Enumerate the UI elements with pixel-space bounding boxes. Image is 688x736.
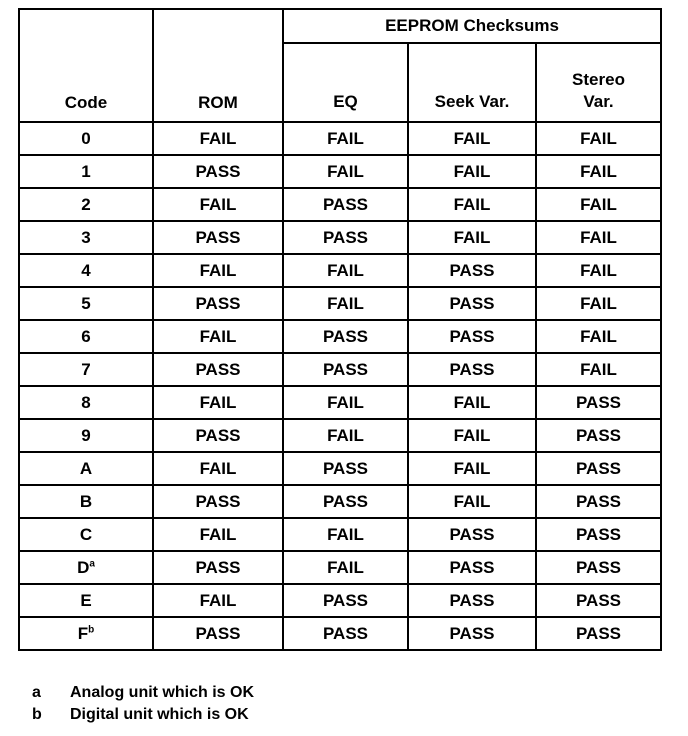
code-value: 4 (81, 260, 91, 280)
code-value: B (79, 491, 93, 511)
cell-seek-status: PASS (408, 320, 536, 353)
cell-code (19, 320, 153, 353)
table-row (19, 485, 661, 518)
table-body (19, 122, 661, 650)
cell-rom-status: FAIL (153, 320, 283, 353)
group-header-eeprom-checksums: EEPROM Checksums (283, 9, 661, 43)
footnote-key: a (32, 684, 41, 701)
cell-code (19, 155, 153, 188)
cell-stereo-status: FAIL (536, 320, 661, 353)
checksum-table-container (18, 8, 660, 651)
cell-code (19, 254, 153, 287)
cell-eq-status: PASS (283, 452, 408, 485)
cell-rom-status: PASS (153, 485, 283, 518)
cell-code (19, 551, 153, 584)
code-value: 1 (81, 161, 91, 181)
cell-rom-status: FAIL (153, 122, 283, 155)
cell-eq-status: FAIL (283, 287, 408, 320)
table-row (19, 518, 661, 551)
cell-seek-status: PASS (408, 551, 536, 584)
cell-rom-status: PASS (153, 155, 283, 188)
table-row (19, 254, 661, 287)
cell-code (19, 485, 153, 518)
cell-stereo-status: PASS (536, 419, 661, 452)
cell-seek-status: FAIL (408, 122, 536, 155)
cell-rom-status: FAIL (153, 584, 283, 617)
cell-stereo-status: PASS (536, 584, 661, 617)
code-value: 3 (81, 227, 91, 247)
cell-seek-status: FAIL (408, 188, 536, 221)
cell-stereo-status: FAIL (536, 254, 661, 287)
cell-seek-status: PASS (408, 617, 536, 650)
cell-eq-status: FAIL (283, 419, 408, 452)
cell-rom-status: PASS (153, 287, 283, 320)
code-value: D (77, 557, 90, 577)
cell-eq-status: FAIL (283, 254, 408, 287)
cell-stereo-status: FAIL (536, 353, 661, 386)
table-row (19, 287, 661, 320)
cell-code (19, 221, 153, 254)
cell-rom-status: PASS (153, 221, 283, 254)
footnote-text: Analog unit which is OK (70, 684, 254, 701)
footnote-a (32, 682, 254, 704)
footnotes (32, 682, 254, 726)
table-row (19, 122, 661, 155)
cell-seek-status: FAIL (408, 452, 536, 485)
cell-seek-status: FAIL (408, 221, 536, 254)
cell-eq-status: FAIL (283, 122, 408, 155)
cell-stereo-status: PASS (536, 386, 661, 419)
cell-rom-status: FAIL (153, 518, 283, 551)
code-value: E (80, 590, 92, 610)
column-header-stereo-line2: Var. (583, 92, 614, 111)
cell-seek-status: FAIL (408, 155, 536, 188)
table-row (19, 221, 661, 254)
table-row (19, 188, 661, 221)
column-header-rom: ROM (153, 9, 283, 122)
footnote-text: Digital unit which is OK (70, 706, 249, 723)
cell-code (19, 188, 153, 221)
cell-seek-status: FAIL (408, 386, 536, 419)
cell-stereo-status: FAIL (536, 287, 661, 320)
cell-rom-status: PASS (153, 617, 283, 650)
cell-code (19, 386, 153, 419)
code-value: 2 (81, 194, 91, 214)
cell-seek-status: PASS (408, 287, 536, 320)
cell-eq-status: PASS (283, 353, 408, 386)
cell-eq-status: PASS (283, 584, 408, 617)
cell-eq-status: PASS (283, 617, 408, 650)
code-value: C (79, 524, 93, 544)
table-row (19, 452, 661, 485)
column-header-stereo-line1: Stereo (572, 70, 625, 89)
footnote-marker: a (89, 557, 95, 569)
cell-stereo-status: PASS (536, 617, 661, 650)
cell-rom-status: PASS (153, 353, 283, 386)
code-value: 9 (81, 425, 91, 445)
cell-eq-status: FAIL (283, 386, 408, 419)
cell-eq-status: PASS (283, 485, 408, 518)
cell-eq-status: FAIL (283, 155, 408, 188)
code-value: A (79, 458, 93, 478)
cell-code (19, 584, 153, 617)
table-row (19, 320, 661, 353)
cell-seek-status: PASS (408, 584, 536, 617)
cell-seek-status: PASS (408, 254, 536, 287)
cell-rom-status: FAIL (153, 188, 283, 221)
cell-stereo-status: PASS (536, 452, 661, 485)
cell-code (19, 452, 153, 485)
table-row (19, 617, 661, 650)
cell-seek-status: FAIL (408, 485, 536, 518)
column-header-eq: EQ (283, 43, 408, 122)
column-header-stereo-var (536, 43, 661, 122)
table-row (19, 155, 661, 188)
cell-eq-status: PASS (283, 221, 408, 254)
cell-rom-status: FAIL (153, 254, 283, 287)
table-row (19, 353, 661, 386)
cell-code (19, 617, 153, 650)
table-row (19, 551, 661, 584)
table-row (19, 419, 661, 452)
code-value: 6 (81, 326, 91, 346)
footnote-marker: b (88, 623, 95, 635)
cell-stereo-status: PASS (536, 485, 661, 518)
header-row-group (19, 9, 661, 43)
cell-code (19, 353, 153, 386)
cell-rom-status: PASS (153, 419, 283, 452)
cell-eq-status: PASS (283, 188, 408, 221)
cell-eq-status: PASS (283, 320, 408, 353)
checksum-table (18, 8, 662, 651)
cell-code (19, 122, 153, 155)
code-value: 5 (81, 293, 91, 313)
cell-rom-status: FAIL (153, 452, 283, 485)
code-value: 8 (81, 392, 91, 412)
cell-rom-status: PASS (153, 551, 283, 584)
code-value: 0 (81, 128, 91, 148)
cell-stereo-status: PASS (536, 551, 661, 584)
code-value: 7 (81, 359, 91, 379)
cell-eq-status: FAIL (283, 551, 408, 584)
table-row (19, 584, 661, 617)
cell-rom-status: FAIL (153, 386, 283, 419)
cell-stereo-status: PASS (536, 518, 661, 551)
cell-seek-status: FAIL (408, 419, 536, 452)
column-header-seek-var: Seek Var. (408, 43, 536, 122)
cell-stereo-status: FAIL (536, 221, 661, 254)
cell-code (19, 287, 153, 320)
cell-stereo-status: FAIL (536, 188, 661, 221)
code-value: F (77, 623, 89, 643)
cell-stereo-status: FAIL (536, 155, 661, 188)
column-header-code: Code (19, 9, 153, 122)
cell-stereo-status: FAIL (536, 122, 661, 155)
footnote-b (32, 704, 254, 726)
table-row (19, 386, 661, 419)
cell-seek-status: PASS (408, 518, 536, 551)
cell-eq-status: FAIL (283, 518, 408, 551)
cell-seek-status: PASS (408, 353, 536, 386)
cell-code (19, 518, 153, 551)
cell-code (19, 419, 153, 452)
footnote-key: b (32, 706, 42, 723)
